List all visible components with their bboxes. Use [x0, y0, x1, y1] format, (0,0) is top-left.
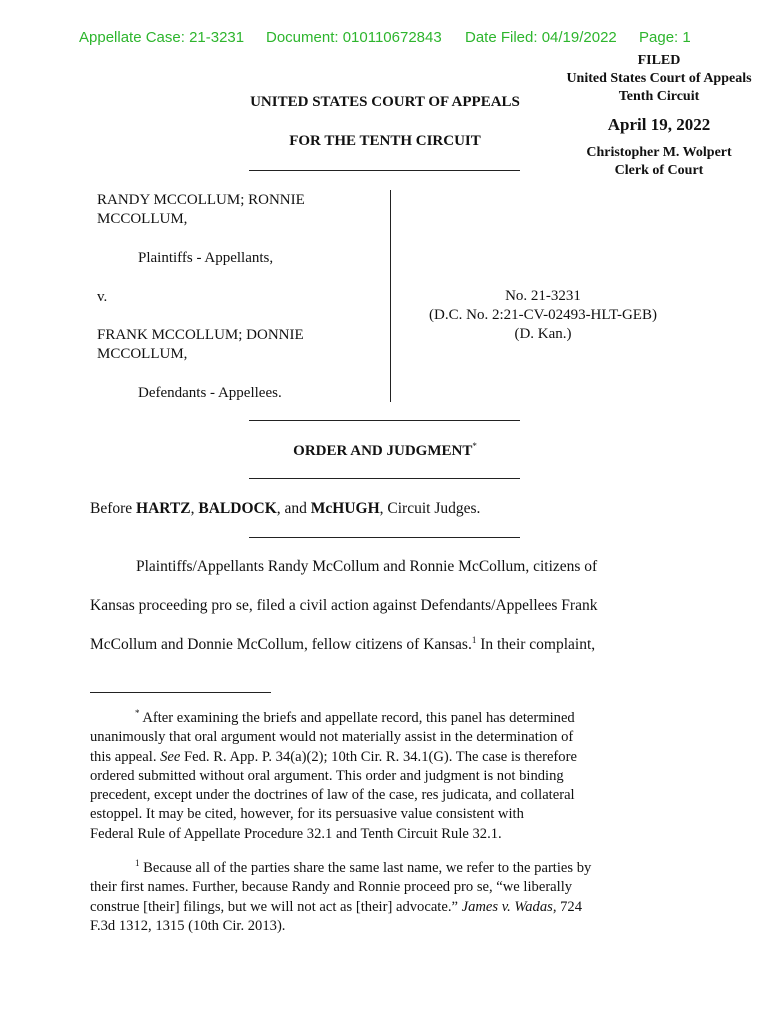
judge-baldock: BALDOCK: [198, 500, 277, 517]
judge-hartz: HARTZ: [136, 500, 191, 517]
divider-rule: [249, 420, 520, 421]
clerk-name: Christopher M. Wolpert: [586, 145, 732, 160]
case-no: No. 21-3231: [505, 288, 581, 304]
fn-1-l3a: construe [their] filings, but we will not act as [their] advocate.”: [90, 898, 462, 915]
divider-rule: [249, 478, 520, 479]
fn-star-l7: Federal Rule of Appellate Procedure 32.1 and Tenth Circuit Rule 32.1.: [90, 825, 502, 842]
footnote-star-mark: *: [135, 708, 140, 718]
body-line-3b: In their complaint,: [476, 636, 596, 653]
plaintiffs-role: Plaintiffs - Appellants,: [138, 250, 274, 266]
panel-sep: , and: [276, 500, 311, 517]
fn-star-l3a: this appeal.: [90, 748, 161, 765]
fn-star-l5: precedent, except under the doctrines of law of the case, res judicata, and collateral: [90, 787, 575, 804]
fn-star-l4: ordered submitted without oral argument. This order and judgment is not binding: [90, 767, 564, 784]
header-document: Document: 010110672843: [266, 29, 442, 46]
filed-date: April 19, 2022: [607, 115, 711, 134]
fn-star-l1: After examining the briefs and appellate record, this panel has determined: [139, 710, 575, 726]
filed-stamp: [548, 52, 770, 180]
fn-1-l2: their first names. Further, because Randy and Ronnie proceed pro se, “we liberally: [90, 879, 573, 896]
caption-divider: [390, 190, 391, 402]
footnote-1-ref[interactable]: 1: [471, 635, 477, 645]
footnote-1-mark: 1: [135, 858, 140, 868]
versus: v.: [97, 289, 108, 305]
panel-before: Before: [90, 500, 137, 517]
judge-mchugh: McHUGH: [310, 500, 380, 517]
district: (D. Kan.): [514, 326, 572, 342]
fn-star-l6: estoppel. It may be cited, however, for its persuasive value consistent with: [90, 806, 524, 823]
fn-star-l3b: Fed. R. App. P. 34(a)(2); 10th Cir. R. 34.1(G). The case is therefore: [180, 748, 577, 765]
dc-case-no: (D.C. No. 2:21-CV-02493-HLT-GEB): [429, 307, 657, 323]
header-page: Page: 1: [639, 29, 691, 46]
body-line-3: [90, 635, 595, 654]
body-line-3a: McCollum and Donnie McCollum, fellow citizens of Kansas.: [90, 636, 472, 653]
order-title: [170, 441, 600, 460]
footnote-1: [90, 854, 680, 936]
filed-label: FILED: [637, 53, 681, 68]
court-heading-line1: UNITED STATES COURT OF APPEALS: [250, 94, 520, 110]
panel-suffix: , Circuit Judges.: [379, 500, 481, 517]
body-line-2: Kansas proceeding pro se, filed a civil action against Defendants/Appellees Frank: [90, 597, 598, 614]
divider-rule: [249, 537, 520, 538]
footnote-star: [90, 704, 680, 844]
footnote-rule: [90, 692, 271, 693]
fn-star-l2: unanimously that oral argument would not materially assist in the determination of: [90, 729, 574, 746]
fn-1-cite: James v. Wadas: [461, 898, 553, 915]
order-title-text: ORDER AND JUDGMENT: [293, 443, 473, 459]
defendants-role: Defendants - Appellees.: [138, 385, 282, 401]
header-date-filed: Date Filed: 04/19/2022: [465, 29, 617, 46]
fn-star-see: See: [160, 748, 181, 765]
fn-1-l3b: , 724: [552, 898, 582, 915]
case-number-block: [400, 287, 686, 344]
divider-rule: [249, 170, 520, 171]
body-line-1: Plaintiffs/Appellants Randy McCollum and Ronnie McCollum, citizens of: [136, 558, 598, 575]
filed-circuit: Tenth Circuit: [618, 89, 700, 104]
clerk-title: Clerk of Court: [614, 163, 704, 178]
panel-line: [90, 500, 480, 518]
fn-1-l4: F.3d 1312, 1315 (10th Cir. 2013).: [90, 917, 286, 934]
header-case: Appellate Case: 21-3231: [79, 29, 245, 46]
footnote-star-ref[interactable]: *: [472, 441, 477, 451]
court-heading-line2: FOR THE TENTH CIRCUIT: [289, 133, 481, 149]
plaintiffs-line1: RANDY MCCOLLUM; RONNIE: [97, 192, 305, 208]
fn-1-l1: Because all of the parties share the same last name, we refer to the parties by: [139, 860, 592, 876]
electronic-header: [0, 29, 770, 49]
defendants-line2: MCCOLLUM,: [97, 346, 188, 362]
plaintiffs-line2: MCCOLLUM,: [97, 211, 188, 227]
panel-sep: ,: [190, 500, 199, 517]
filed-court: United States Court of Appeals: [566, 71, 752, 86]
defendants-line1: FRANK MCCOLLUM; DONNIE: [97, 327, 304, 343]
